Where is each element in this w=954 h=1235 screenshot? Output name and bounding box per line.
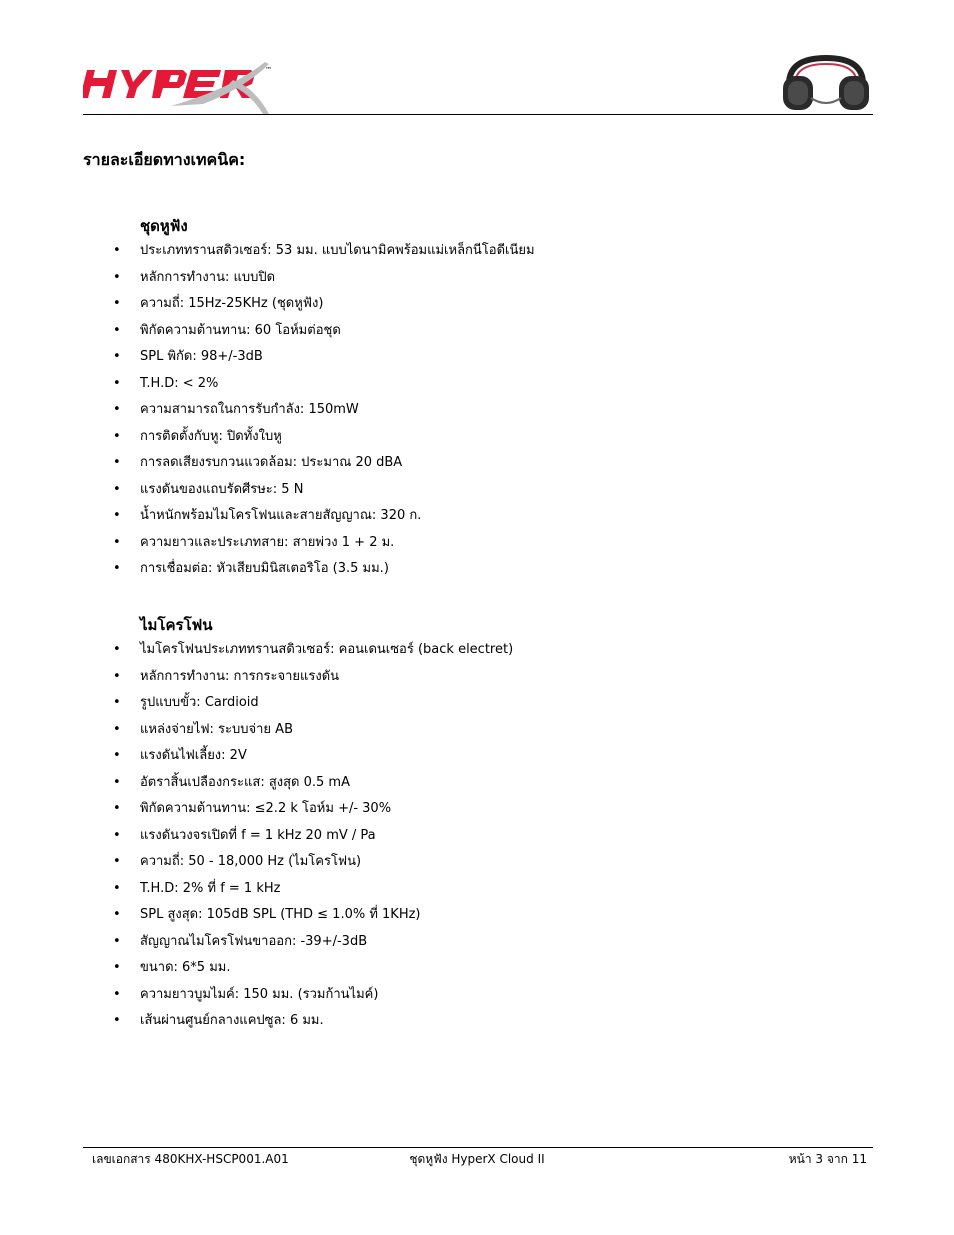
trademark-mark: ™ — [265, 66, 272, 74]
document-title: ชุดหูฟัง HyperX Cloud II — [409, 1152, 545, 1166]
bullet: • — [113, 561, 121, 576]
list-item: • ประเภททรานสดิวเซอร์: 53 มม. แบบไดนามิคพร้อมแม่เหล็กนีโอดีเนียม — [113, 243, 535, 258]
bullet: • — [113, 296, 121, 311]
bullet: • — [113, 933, 121, 949]
bullet: • — [113, 349, 121, 364]
bullet: • — [113, 854, 121, 869]
list-item: • การติดตั้งกับหู: ปิดทั้งใบหู — [113, 428, 282, 444]
bullet: • — [113, 642, 121, 657]
list-item: • แรงดันวงจรเปิดที่ f = 1 kHz 20 mV / Pa — [113, 827, 376, 843]
list-item: • ความถี่: 15Hz-25KHz (ชุดหูฟัง) — [113, 296, 324, 311]
list-item: • ความยาวและประเภทสาย: สายพ่วง 1 + 2 ม. — [113, 534, 395, 550]
bullet: • — [113, 748, 121, 763]
list-item: • พิกัดความต้านทาน: ≤2.2 k โอห์ม +/- 30% — [113, 801, 392, 816]
bullet: • — [113, 986, 121, 1002]
bullet: • — [113, 960, 121, 975]
hyperx-logo — [83, 58, 283, 114]
bullet: • — [113, 801, 121, 816]
list-item: • แรงดันไฟเลี้ยง: 2V — [113, 748, 247, 763]
microphone-spec-list — [0, 642, 513, 1040]
list-item: • ความยาวบูมไมค์: 150 มม. (รวมก้านไมค์) — [113, 986, 379, 1002]
list-item: • SPL พิกัด: 98+/-3dB — [113, 349, 263, 364]
list-item: • แหล่งจ่ายไฟ: ระบบจ่าย AB — [113, 721, 293, 737]
bullet: • — [113, 402, 121, 417]
bullet: • — [113, 481, 121, 497]
bullet: • — [113, 668, 121, 684]
bullet: • — [113, 827, 121, 843]
list-item: • ขนาด: 6*5 มม. — [113, 960, 231, 975]
list-item: • อัตราสิ้นเปลืองกระแส: สูงสุด 0.5 mA — [113, 774, 350, 790]
bullet: • — [113, 907, 121, 922]
bullet: • — [113, 1013, 121, 1028]
bullet: • — [113, 721, 121, 737]
list-item: • SPL สูงสุด: 105dB SPL (THD ≤ 1.0% ที่ 1KHz) — [113, 907, 421, 922]
bullet: • — [113, 428, 121, 444]
list-item: • แรงดันของแถบรัดศีรษะ: 5 N — [113, 481, 304, 497]
list-item: • เส้นผ่านศูนย์กลางแคปซูล: 6 มม. — [113, 1013, 324, 1028]
list-item: • หลักการทำงาน: การกระจายแรงดัน — [113, 668, 340, 684]
list-item: • สัญญาณไมโครโฟนขาออก: -39+/-3dB — [113, 933, 368, 949]
list-item: • T.H.D: 2% ที่ f = 1 kHz — [113, 880, 281, 896]
bullet: • — [113, 508, 121, 523]
bullet: • — [113, 774, 121, 790]
page-title: รายละเอียดทางเทคนิค: — [83, 150, 246, 169]
page-number: หน้า 3 จาก 11 — [788, 1152, 867, 1166]
headset-spec-list — [0, 243, 535, 588]
headset-icon — [781, 54, 871, 112]
bullet: • — [113, 695, 121, 710]
list-item: • ความถี่: 50 - 18,000 Hz (ไมโครโฟน) — [113, 854, 362, 869]
bullet: • — [113, 243, 121, 258]
document-number: เลขเอกสาร 480KHX-HSCP001.A01 — [92, 1152, 289, 1166]
list-item: • ไมโครโฟนประเภททรานสดิวเซอร์: คอนเดนเซอร์ (back electret) — [113, 642, 514, 657]
list-item: • การลดเสียงรบกวนแวดล้อม: ประมาณ 20 dBA — [113, 455, 403, 470]
section-title-microphone: ไมโครโฟน — [140, 616, 213, 634]
page-header — [83, 50, 873, 116]
list-item: • ความสามารถในการรับกำลัง: 150mW — [113, 402, 359, 417]
list-item: • หลักการทำงาน: แบบปิด — [113, 269, 276, 285]
list-item: • การเชื่อมต่อ: หัวเสียบมินิสเตอริโอ (3.5 มม.) — [113, 561, 389, 576]
list-item: • T.H.D: < 2% — [113, 375, 219, 391]
bullet: • — [113, 322, 121, 338]
footer-divider — [83, 1147, 873, 1148]
header-divider — [83, 114, 873, 115]
bullet: • — [113, 375, 121, 391]
bullet: • — [113, 880, 121, 896]
list-item: • พิกัดความต้านทาน: 60 โอห์มต่อชุด — [113, 322, 341, 338]
bullet: • — [113, 455, 121, 470]
bullet: • — [113, 534, 121, 550]
bullet: • — [113, 269, 121, 285]
list-item: • น้ำหนักพร้อมไมโครโฟนและสายสัญญาณ: 320 ก. — [113, 508, 422, 523]
list-item: • รูปแบบขั้ว: Cardioid — [113, 695, 259, 710]
section-title-headset: ชุดหูฟัง — [140, 217, 188, 235]
